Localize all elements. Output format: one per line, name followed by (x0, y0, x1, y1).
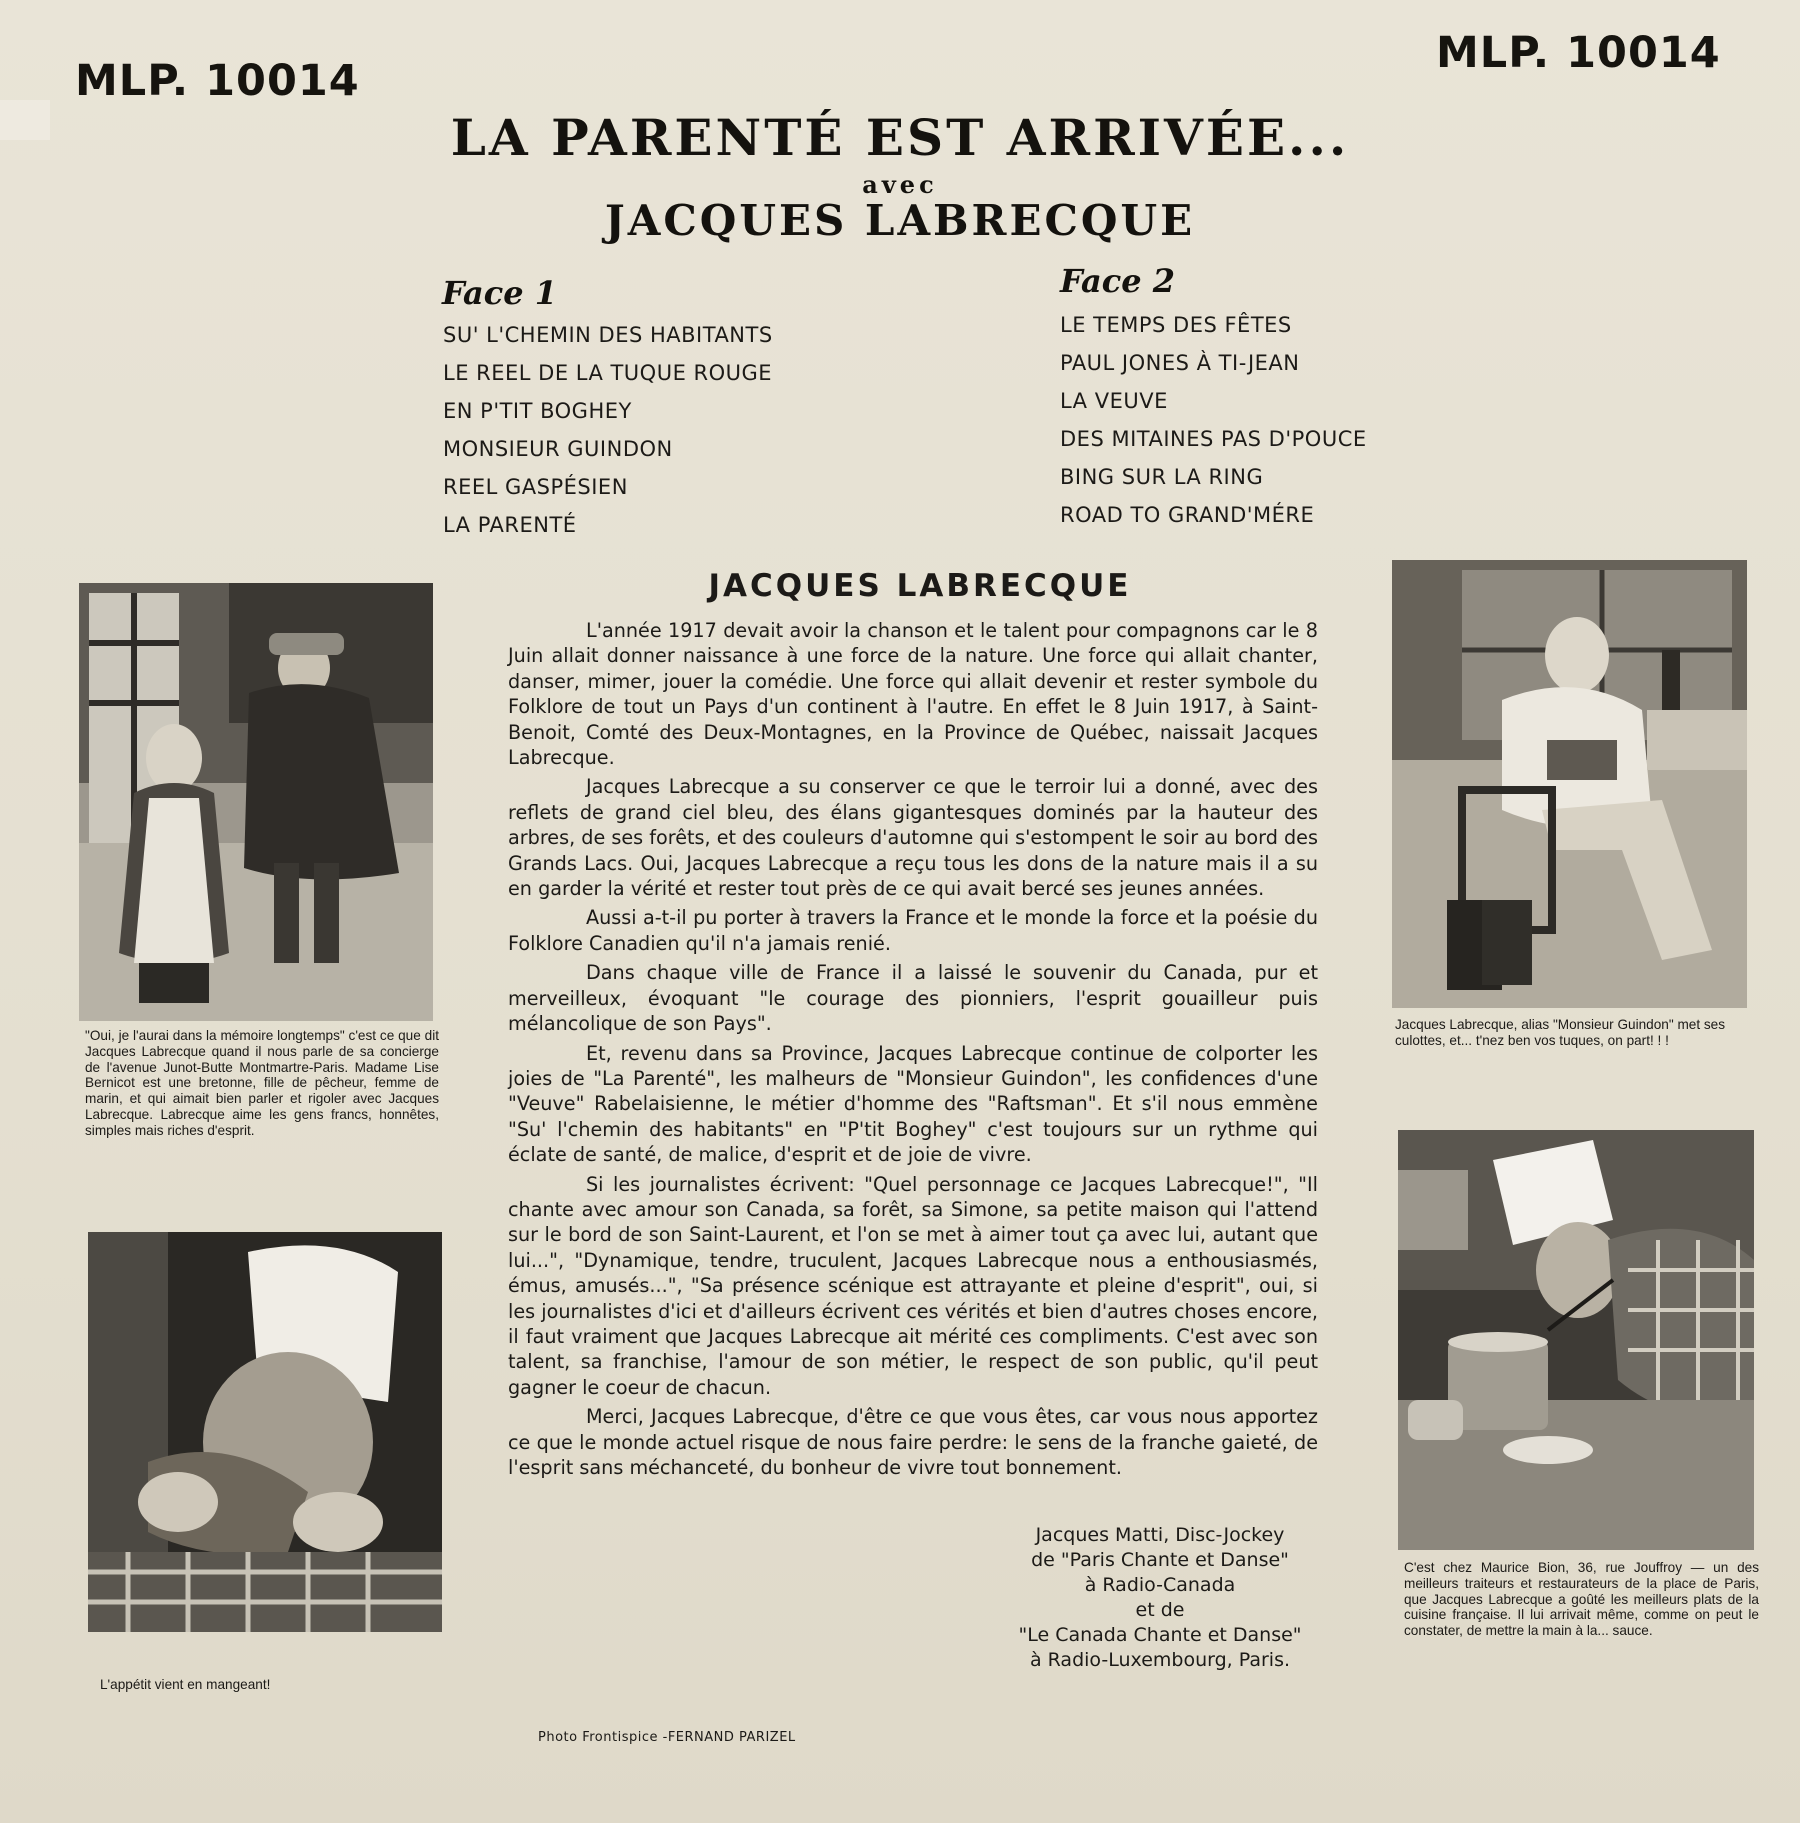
bio-paragraph: Dans chaque ville de France il a laissé le souvenir du Canada, pur et merveilleux, évoquant "le courage des pionniers, l'esprit gouailleur puis mélancolique de son Pays". (508, 961, 1318, 1036)
bio-heading: JACQUES LABRECQUE (708, 568, 1132, 604)
track: LE REEL DE LA TUQUE ROUGE (443, 361, 773, 385)
track: LA PARENTÉ (443, 513, 577, 537)
photo-concierge-image (79, 583, 433, 1021)
credit-line: à Radio-Canada (1084, 1574, 1236, 1596)
paper-scuff (0, 100, 50, 140)
track: DES MITAINES PAS D'POUCE (1060, 427, 1367, 451)
caption-chef-kitchen: C'est chez Maurice Bion, 36, rue Jouffroy — un des meilleurs traiteurs et restaurateurs de la place de Paris, que Jacques Labrecque a goûté les meilleurs plats de la cuisine française. Il lui arrivait même, comme on peut le constater, de mettre la main à la... sauce. (1404, 1560, 1759, 1639)
credit-line: Jacques Matti, Disc-Jockey (1035, 1524, 1285, 1546)
catalog-number-left: MLP. 10014 (75, 56, 360, 106)
photo-monsieur-guindon (1392, 560, 1747, 1008)
face-1-heading: Face 1 (442, 274, 557, 312)
face-1-tracklist (443, 316, 773, 544)
face-2-heading: Face 2 (1060, 262, 1175, 300)
album-title: LA PARENTÉ EST ARRIVÉE... (450, 108, 1350, 167)
author-credit (930, 1523, 1390, 1673)
track: BING SUR LA RING (1060, 465, 1264, 489)
bio-paragraph: Merci, Jacques Labrecque, d'être ce que vous êtes, car vous nous apportez ce que le monde actuel risque de nous faire perdre: le sens de la franche gaieté, de l'esprit sans méchanceté, du bonheur de vivre tout bonnement. (508, 1405, 1318, 1479)
album-artist: JACQUES LABRECQUE (604, 196, 1196, 245)
bio-paragraph: Si les journalistes écrivent: "Quel personnage ce Jacques Labrecque!", "Il chante avec amour son Canada, sa forêt, sa Simone, sa petite maison qui l'attend sur le bord de son Saint-Laurent, et l'on se met à aimer tout ça avec lui, autant que lui...", "Dynamique, tendre, truculent, Jacques Labrecque nous a enthousiasmés, émus, amusés...", "Sa présence scénique est attrayante et pleine d'esprit", oui, si les journalistes d'ici et d'ailleurs écrivent ces vérités et bien d'autres choses encore, il faut vraiment que Jacques Labrecque ait mérité ces compliments. C'est avec son talent, sa franchise, l'amour de son métier, le respect de son public, qu'il peut gagner le coeur de chacun. (508, 1172, 1318, 1399)
bio-paragraph: Jacques Labrecque a su conserver ce que le terroir lui a donné, avec des reflets de grand ciel bleu, des élans gigantesques dominés par la hauteur des arbres, de ses forêts, et des couleurs d'automne qui s'estompent le soir au bord des Grands Lacs. Oui, Jacques Labrecque a reçu tous les dons de la nature mais il a su en garder la vérité et rester tout près de ce qui avait bercé ses jeunes années. (508, 775, 1318, 901)
track: LE TEMPS DES FÊTES (1060, 313, 1292, 337)
photo-eating (88, 1232, 442, 1632)
track: ROAD TO GRAND'MÉRE (1060, 503, 1315, 527)
credit-line: à Radio-Luxembourg, Paris. (1029, 1649, 1291, 1671)
track: MONSIEUR GUINDON (443, 437, 673, 461)
photo-concierge (79, 583, 433, 1021)
bio-paragraph: Et, revenu dans sa Province, Jacques Labrecque continue de colporter les joies de "La Parenté", les malheurs de "Monsieur Guindon", les confidences d'une "Veuve" Rabelaisienne, le métier d'homme des "Raftsman". Et s'il nous emmène "Su' l'chemin des habitants" en "P'tit Boghey" c'est toujours sur un rythme qui éclate de santé, de malice, d'esprit et de joie de vivre. (508, 1041, 1318, 1167)
photo-chef-kitchen-image (1398, 1130, 1754, 1550)
photo-credit: Photo Frontispice -FERNAND PARIZEL (538, 1730, 796, 1745)
caption-eating: L'appétit vient en mangeant! (100, 1677, 271, 1692)
credit-line: et de (1135, 1599, 1185, 1621)
track: SU' L'CHEMIN DES HABITANTS (443, 323, 773, 347)
photo-chef-kitchen (1398, 1130, 1754, 1550)
album-title-avec: avec (862, 170, 938, 199)
bio-text (508, 618, 1318, 1484)
track: LA VEUVE (1060, 389, 1168, 413)
track: PAUL JONES À TI-JEAN (1060, 351, 1300, 375)
bio-paragraph: L'année 1917 devait avoir la chanson et le talent pour compagnons car le 8 Juin allait donner naissance à une force de la nature. Une force qui allait chanter, danser, mimer, jouer la comédie. Une force qui allait devenir et rester symbole du Folklore de tout un Pays d'un continent à l'autre. En effet le 8 Juin 1917, à Saint-Benoit, Comté des Deux-Montagnes, en la Province de Québec, naissait Jacques Labrecque. (508, 619, 1318, 770)
face-2-tracklist (1060, 306, 1367, 534)
credit-line: "Le Canada Chante et Danse" (1018, 1624, 1302, 1646)
bio-paragraph: Aussi a-t-il pu porter à travers la France et le monde la force et la poésie du Folklore Canadien qu'il n'a jamais renié. (508, 906, 1318, 955)
photo-monsieur-guindon-image (1392, 560, 1747, 1008)
caption-concierge: "Oui, je l'aurai dans la mémoire longtemps" c'est ce que dit Jacques Labrecque quand il nous parle de sa concierge de l'avenue Junot-Butte Montmartre-Paris. Madame Lise Bernicot est une bretonne, fille de pêcheur, femme de marin, et qui aimait bien parler et rigoler avec Jacques Labrecque. Labrecque aime les gens francs, honnêtes, simples mais riches d'esprit. (85, 1028, 439, 1138)
photo-eating-image (88, 1232, 442, 1632)
caption-monsieur-guindon: Jacques Labrecque, alias "Monsieur Guindon" met ses culottes, et... t'nez ben vos tuques, on part! ! ! (1395, 1017, 1726, 1048)
track: EN P'TIT BOGHEY (443, 399, 632, 423)
catalog-number-right: MLP. 10014 (1436, 28, 1721, 78)
credit-line: de "Paris Chante et Danse" (1031, 1549, 1289, 1571)
track: REEL GASPÉSIEN (443, 475, 628, 499)
